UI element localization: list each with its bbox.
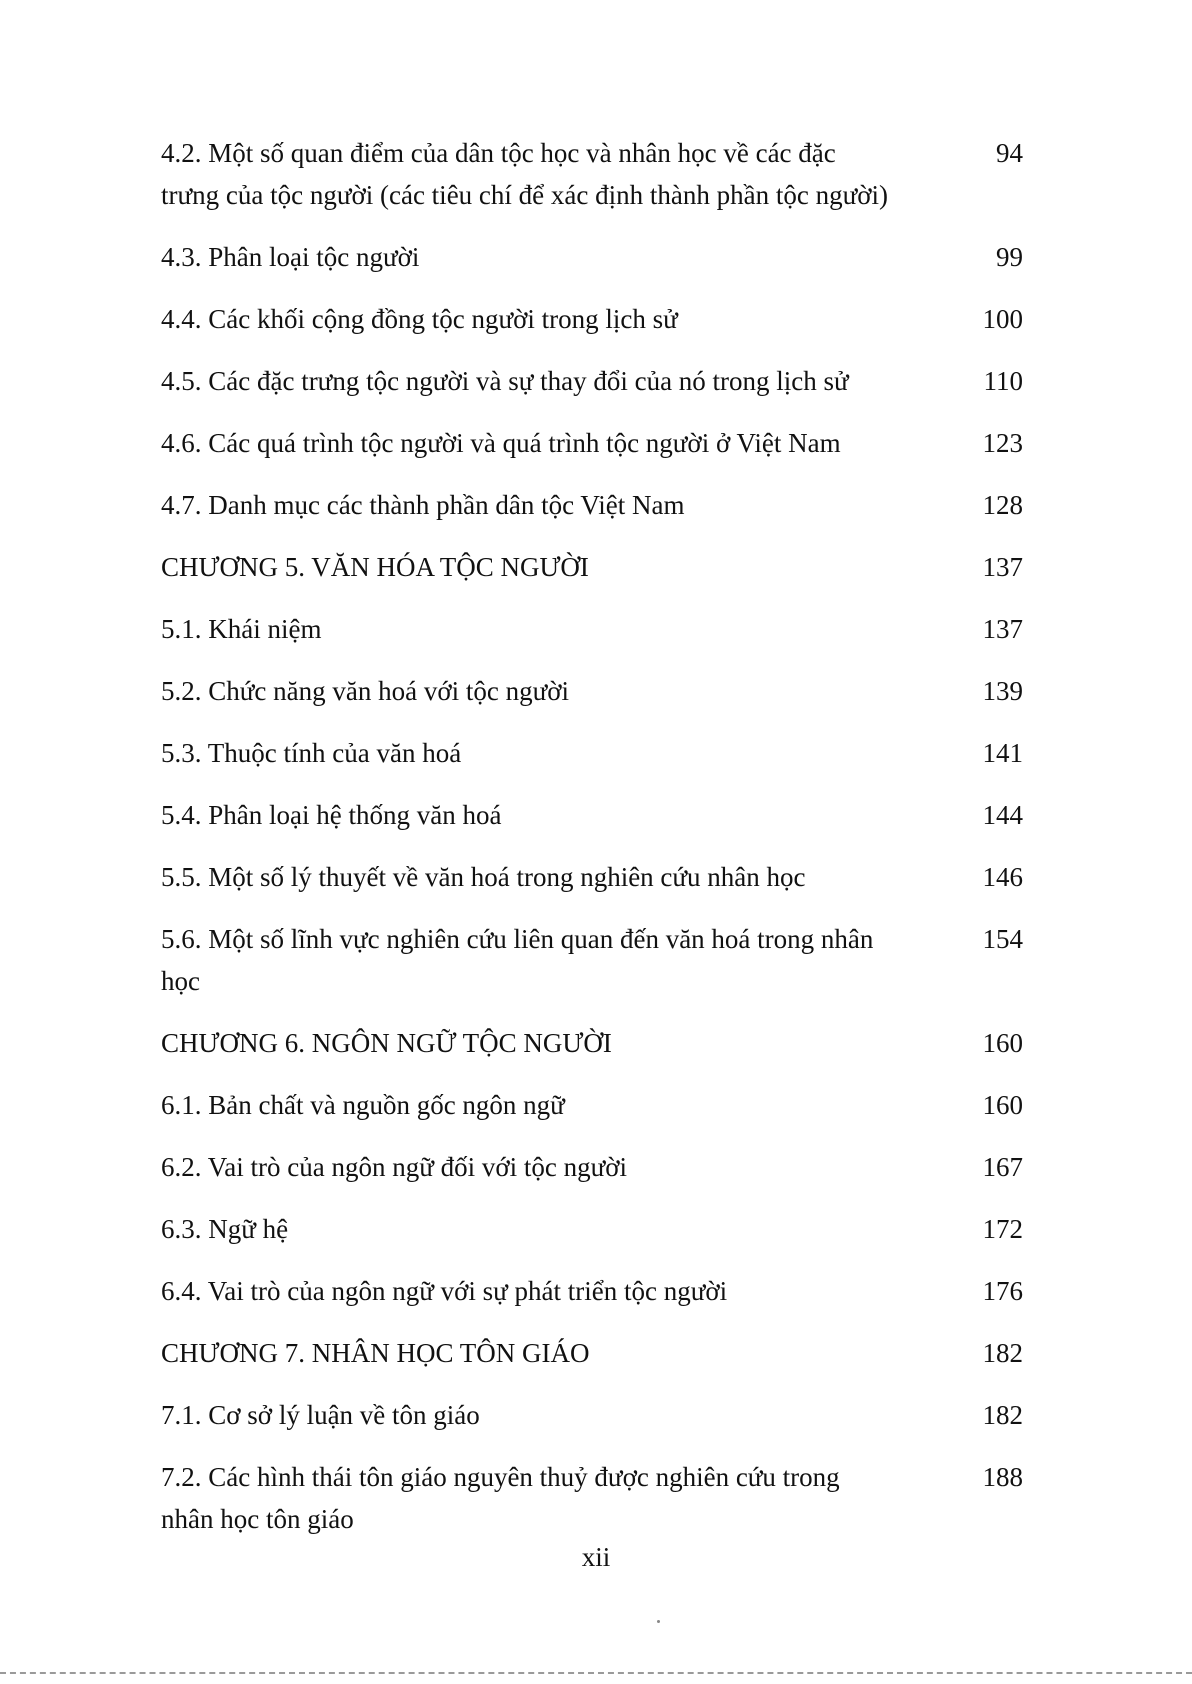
toc-entry-page: 144 bbox=[982, 800, 1023, 830]
toc-entry-title: 4.3. Phân loại tộc người bbox=[161, 242, 420, 272]
toc-entry-title: CHƯƠNG 5. VĂN HÓA TỘC NGƯỜI bbox=[161, 552, 589, 582]
toc-entry bbox=[161, 608, 1023, 650]
toc-entry bbox=[161, 236, 1023, 278]
toc-entry bbox=[161, 918, 1023, 1002]
toc-entry-page: 176 bbox=[982, 1276, 1023, 1306]
toc-entry-title: 5.3. Thuộc tính của văn hoá bbox=[161, 738, 462, 768]
toc-entry-title: 5.1. Khái niệm bbox=[161, 614, 322, 644]
toc-entry-title: 6.2. Vai trò của ngôn ngữ đối với tộc người bbox=[161, 1152, 628, 1182]
toc-entry-page: 128 bbox=[982, 490, 1023, 520]
toc-entry-page: 110 bbox=[983, 366, 1023, 396]
toc-entry-page: 167 bbox=[982, 1152, 1023, 1182]
toc-entry-page: 182 bbox=[982, 1400, 1023, 1430]
toc-entry-title: 7.1. Cơ sở lý luận về tôn giáo bbox=[161, 1400, 480, 1430]
toc-entry bbox=[161, 1456, 1023, 1540]
toc-entry-page: 188 bbox=[982, 1462, 1023, 1492]
toc-entry-title: CHƯƠNG 6. NGÔN NGỮ TỘC NGƯỜI bbox=[161, 1028, 612, 1058]
scan-speck bbox=[657, 1620, 660, 1623]
toc-entry-title: 5.6. Một số lĩnh vực nghiên cứu liên quan đến văn hoá trong nhân học bbox=[161, 924, 874, 996]
toc-chapter-heading bbox=[161, 546, 1023, 588]
toc-entry bbox=[161, 1394, 1023, 1436]
toc-entry-title: CHƯƠNG 7. NHÂN HỌC TÔN GIÁO bbox=[161, 1338, 590, 1368]
toc-entry-title: 5.4. Phân loại hệ thống văn hoá bbox=[161, 800, 502, 830]
toc-entry-page: 160 bbox=[982, 1090, 1023, 1120]
scan-edge bbox=[0, 1672, 1192, 1684]
toc-entry-page: 94 bbox=[996, 138, 1023, 168]
toc-entry-page: 141 bbox=[982, 738, 1023, 768]
toc-entry-title: 4.4. Các khối cộng đồng tộc người trong lịch sử bbox=[161, 304, 678, 334]
toc-entry-page: 100 bbox=[982, 304, 1023, 334]
toc-entry-page: 123 bbox=[982, 428, 1023, 458]
toc-entry-page: 99 bbox=[996, 242, 1023, 272]
toc-chapter-heading bbox=[161, 1022, 1023, 1064]
toc-entry-page: 137 bbox=[982, 614, 1023, 644]
toc-entry-page: 139 bbox=[982, 676, 1023, 706]
toc-entry bbox=[161, 1146, 1023, 1188]
toc-entry bbox=[161, 484, 1023, 526]
toc-entry-title: 7.2. Các hình thái tôn giáo nguyên thuỷ được nghiên cứu trong nhân học tôn giáo bbox=[161, 1462, 840, 1534]
table-of-contents bbox=[161, 132, 1023, 1560]
toc-entry bbox=[161, 670, 1023, 712]
toc-entry bbox=[161, 422, 1023, 464]
toc-chapter-heading bbox=[161, 1332, 1023, 1374]
toc-entry-page: 137 bbox=[982, 552, 1023, 582]
toc-entry-title: 6.1. Bản chất và nguồn gốc ngôn ngữ bbox=[161, 1090, 565, 1120]
toc-entry-title: 5.2. Chức năng văn hoá với tộc người bbox=[161, 676, 570, 706]
toc-entry-title: 4.6. Các quá trình tộc người và quá trình tộc người ở Việt Nam bbox=[161, 428, 841, 458]
toc-entry bbox=[161, 360, 1023, 402]
toc-entry-title: 6.3. Ngữ hệ bbox=[161, 1214, 289, 1244]
toc-entry bbox=[161, 298, 1023, 340]
toc-entry bbox=[161, 794, 1023, 836]
toc-entry-page: 154 bbox=[982, 924, 1023, 954]
toc-entry-page: 160 bbox=[982, 1028, 1023, 1058]
toc-entry-page: 172 bbox=[982, 1214, 1023, 1244]
toc-entry-title: 4.2. Một số quan điểm của dân tộc học và nhân học về các đặc trưng của tộc người (các tiêu chí để xác định thành phần tộc người) bbox=[161, 138, 888, 210]
toc-entry-title: 6.4. Vai trò của ngôn ngữ với sự phát triển tộc người bbox=[161, 1276, 728, 1306]
toc-entry-title: 4.5. Các đặc trưng tộc người và sự thay đổi của nó trong lịch sử bbox=[161, 366, 849, 396]
toc-entry bbox=[161, 132, 1023, 216]
toc-entry bbox=[161, 732, 1023, 774]
page-number: xii bbox=[581, 1542, 611, 1572]
toc-entry-page: 182 bbox=[982, 1338, 1023, 1368]
toc-entry-page: 146 bbox=[982, 862, 1023, 892]
toc-entry-title: 5.5. Một số lý thuyết về văn hoá trong nghiên cứu nhân học bbox=[161, 862, 806, 892]
toc-entry bbox=[161, 1084, 1023, 1126]
toc-entry bbox=[161, 1270, 1023, 1312]
toc-entry-title: 4.7. Danh mục các thành phần dân tộc Việt Nam bbox=[161, 490, 685, 520]
toc-entry bbox=[161, 1208, 1023, 1250]
toc-entry bbox=[161, 856, 1023, 898]
